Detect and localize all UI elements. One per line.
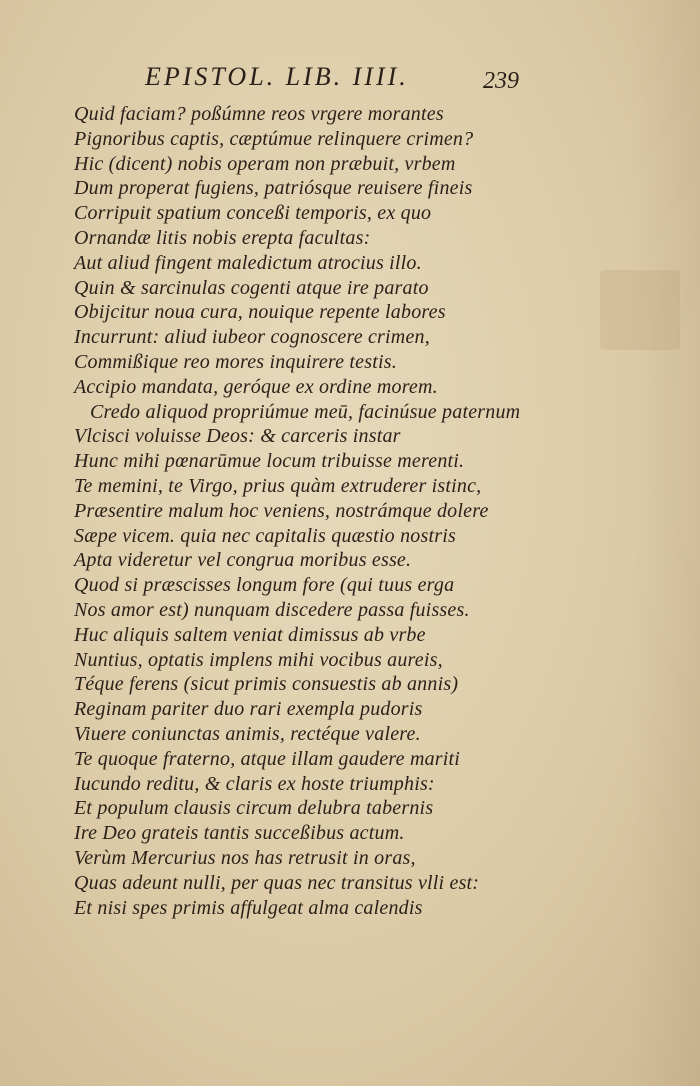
- verse-line: Credo aliquod propriúmue meū, facinúsue paternum: [90, 400, 521, 423]
- page-header: [0, 62, 700, 98]
- running-title: EPISTOL. LIB. IIII.: [145, 62, 409, 91]
- verse-block: [74, 102, 534, 920]
- bleed-through-initial: [600, 270, 680, 350]
- verse-line: Te quoque fraterno, atque illam gaudere mariti: [74, 747, 461, 770]
- verse-line: Vlcisci voluisse Deos: & carceris instar: [74, 425, 401, 448]
- verse-line: Reginam pariter duo rari exempla pudoris: [74, 698, 423, 721]
- verse-line: Aut aliud fingent maledictum atrocius illo.: [74, 251, 422, 274]
- verse-line: Quod si præscisses longum fore (qui tuus erga: [74, 574, 455, 597]
- verse-line: Quin & sarcinulas cogenti atque ire parato: [74, 276, 429, 299]
- verse-line: Ire Deo grateis tantis succeßibus actum.: [74, 822, 405, 845]
- verse-line: Accipio mandata, geróque ex ordine morem.: [74, 375, 438, 398]
- verse-line: Pignoribus captis, cæptúmue relinquere crimen?: [74, 127, 474, 150]
- verse-line: Viuere coniunctas animis, rectéque valere.: [74, 722, 421, 745]
- verse-line: Commißique reo mores inquirere testis.: [74, 350, 397, 373]
- show-through-margin: [630, 0, 700, 1086]
- verse-line: Nuntius, optatis implens mihi vocibus aureis,: [74, 648, 443, 671]
- verse-line: Præsentire malum hoc veniens, nostrámque dolere: [74, 499, 489, 522]
- verse-line: Obijcitur noua cura, nouique repente labores: [74, 301, 446, 324]
- verse-line: Iucundo reditu, & claris ex hoste triumphis:: [74, 772, 435, 795]
- verse-line: Incurrunt: aliud iubeor cognoscere crimen,: [74, 326, 430, 349]
- verse-line: Hic (dicent) nobis operam non præbuit, vrbem: [74, 152, 456, 175]
- verse-line: Huc aliquis saltem veniat dimissus ab vrbe: [74, 623, 426, 646]
- verse-line: Te memini, te Virgo, prius quàm extruderer istinc,: [74, 474, 482, 497]
- verse-line: Quas adeunt nulli, per quas nec transitus vlli est:: [74, 871, 480, 894]
- verse-line: Hunc mihi pœnarūmue locum tribuisse merenti.: [74, 450, 465, 473]
- verse-line: Apta videretur vel congrua moribus esse.: [74, 549, 412, 572]
- verse-line: Dum properat fugiens, patriósque reuisere fineis: [74, 177, 473, 200]
- verse-line: Nos amor est) nunquam discedere passa fuisses.: [74, 598, 470, 621]
- verse-line: Et populum clausis circum delubra tabernis: [74, 797, 434, 820]
- verse-line: Quid faciam? poßúmne reos vrgere morantes: [74, 103, 444, 125]
- verse-line: Téque ferens (sicut primis consuestis ab annis): [74, 673, 459, 696]
- verse-line: Ornandæ litis nobis erepta facultas:: [74, 226, 371, 249]
- verse-line: Verùm Mercurius nos has retrusit in oras,: [74, 846, 416, 869]
- verse-line: Corripuit spatium conceßi temporis, ex quo: [74, 202, 432, 225]
- verse-line: Et nisi spes primis affulgeat alma calendis: [74, 896, 423, 919]
- page-number: 239: [483, 68, 519, 94]
- verse-line: Sæpe vicem. quia nec capitalis quæstio nostris: [74, 524, 456, 547]
